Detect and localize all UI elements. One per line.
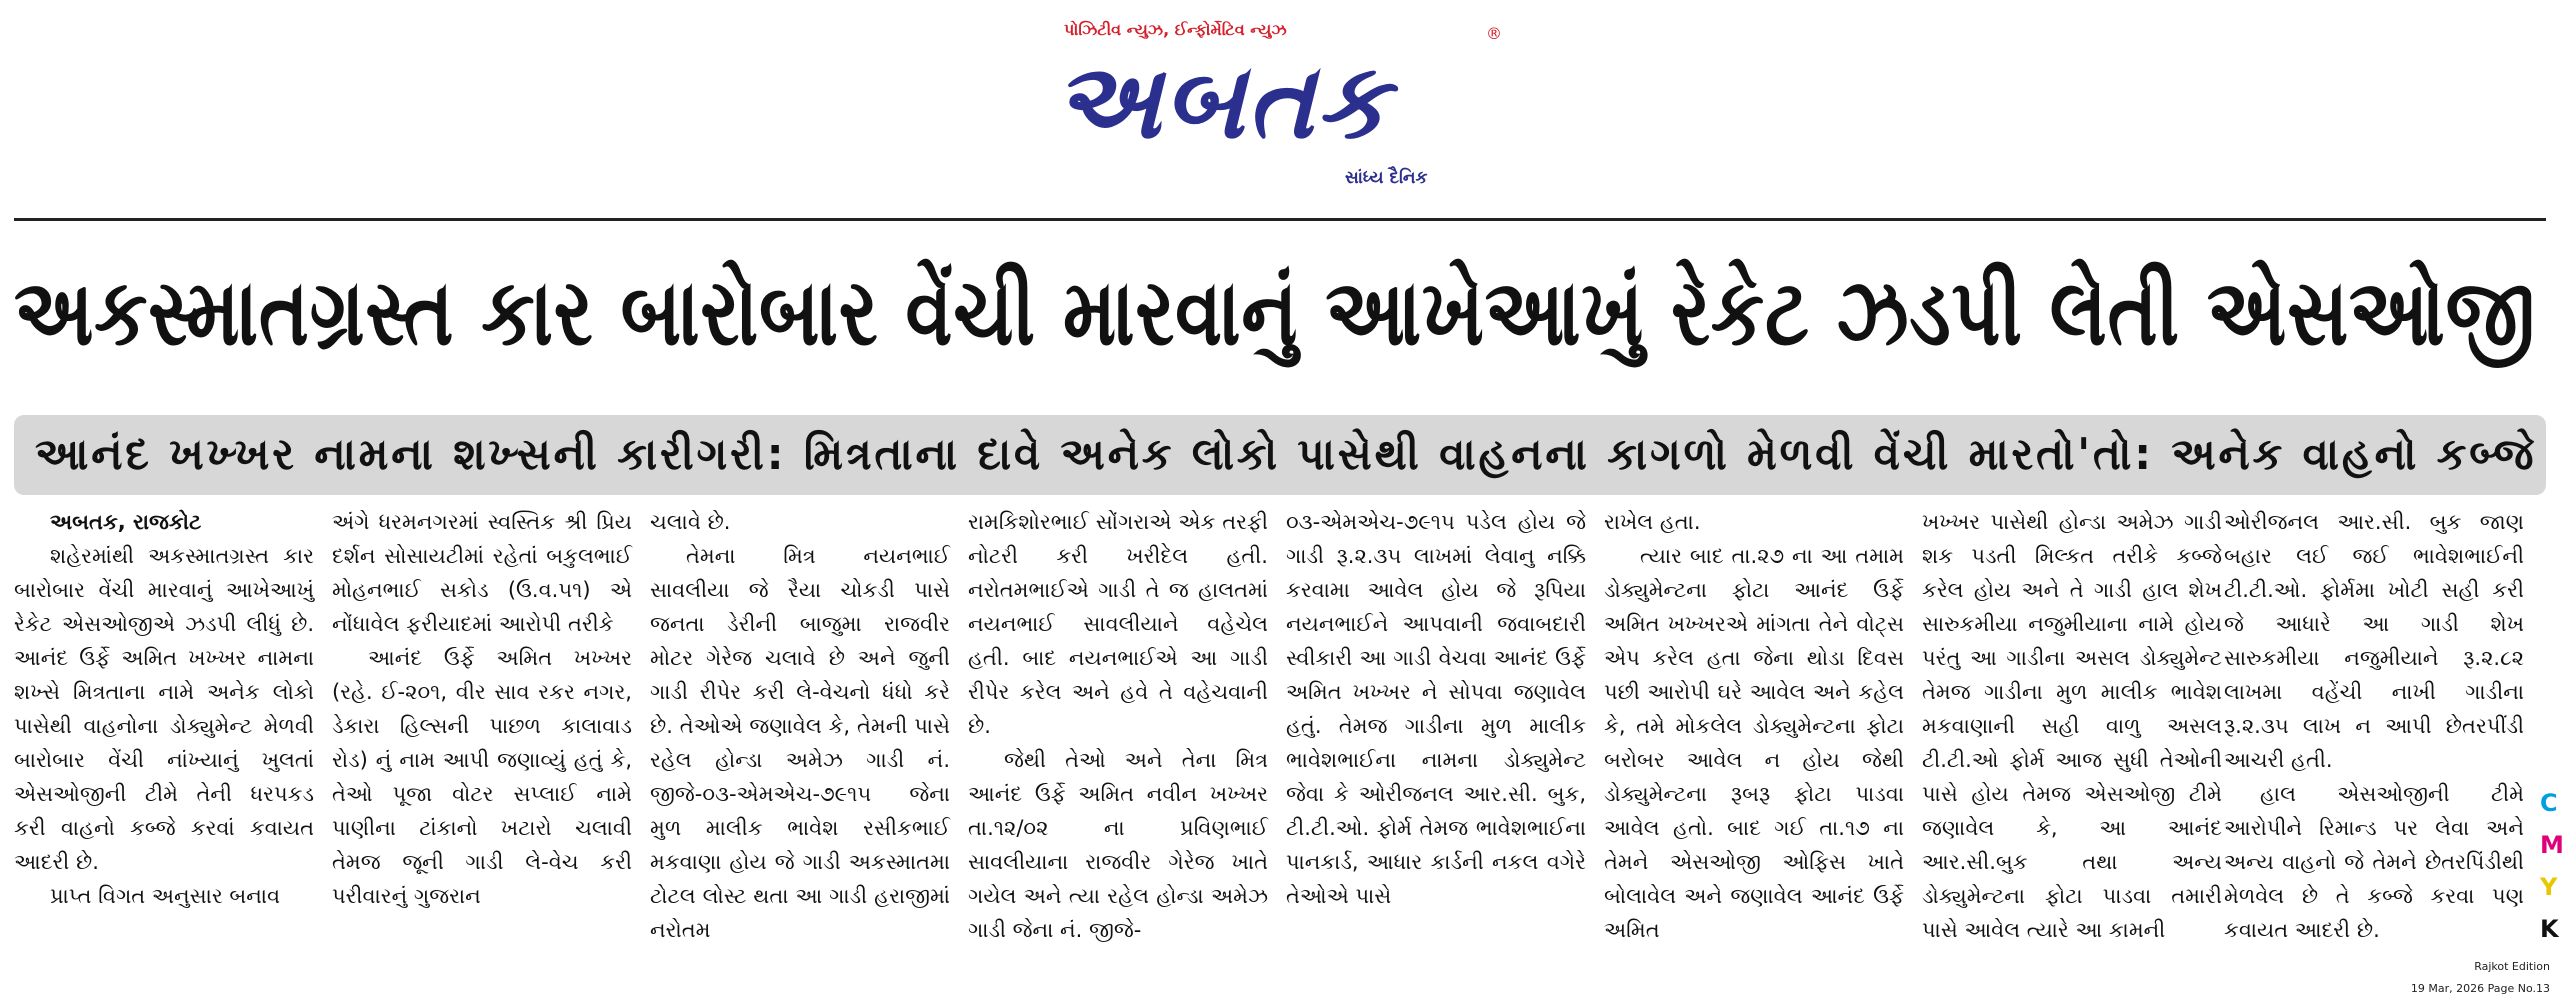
- registration-mark-y: Y: [2540, 873, 2558, 901]
- paragraph: જેથી તેઓ અને તેના મિત્ર આનંદ ઉર્ફે અમિત નવીન ખખ્ખર તા.૧૨/૦૨ ના પ્રવિણભાઈ સાવલીયાના રાજવીર ગેરેજ ખાતે ગયેલ અને ત્યા રહેલ હોન્ડા અમેઝ ગાડી જેના નં. જીજે-: [968, 748, 1268, 942]
- registration-mark-m: M: [2540, 831, 2564, 859]
- article-column-4: [968, 505, 1268, 953]
- subheadline: આનંદ ખખ્ખર નામના શખ્સની કારીગરી: મિત્રતાના દાવે અનેક લોકો પાસેથી વાહનના કાગળો મેળવી વેંચી મારતો'તો: અનેક વાહનો કબ્જે: [34, 429, 2537, 480]
- registration-mark-k: K: [2540, 915, 2559, 943]
- paragraph: રાખેલ હતા.: [1604, 510, 1701, 534]
- paragraph: તેમના મિત્ર નયનભાઈ સાવલીયા જે રૈયા ચોકડી પાસે જનતા ડેરીની બાજુમા રાજવીર મોટર ગેરેજ ચલાવે છે અને જુની ગાડી રીપેર કરી લે-વેચનો ધંધો કરે છે. તેઓએ જણાવેલ કે, તેમની પાસે રહેલ હોન્ડા અમેઝ ગાડી નં. જીજે-૦૩-એમએચ-૭૯૧૫ જેના મુળ માલીક ભાવેશ રસીકભાઈ મકવાણા હોય જે ગાડી અકસ્માતમા ટોટલ લોસ્ટ થતા આ ગાડી હરાજીમાં નરોતમ: [650, 544, 950, 942]
- paragraph: રામકિશોરભાઈ સોંગરાએ એક તરફી નોટરી કરી ખરીદેલ હતી. નરોતમભાઈએ ગાડી તે જ હાલતમાં નયનભાઈ સાવલીયાને વહેચેલ હતી. બાદ નયનભાઈએ આ ગાડી રીપેર કરેલ અને હવે તે વહેચવાની છે.: [968, 510, 1268, 738]
- paragraph: ઓરીજનલ આર.સી. બુક જાણ બહાર લઈ જઈ ભાવેશભાઈની ટી.ટી.ઓ. ફોર્મમા ખોટી સહી કરી જે આધારે આ ગાડી શેખ સારુકમીયા નજુમીયાને રૂ.૨.૮૨ લાખમા વહેંચી નાખી ગાડીના રૂ.૨.૩૫ લાખ ન આપી છેતરપીંડી આચરી હતી.: [2224, 510, 2524, 772]
- print-registration-marks: [2540, 782, 2564, 950]
- article-column-7: [1922, 505, 2222, 953]
- edition-label: Rajkot Edition: [2474, 960, 2550, 973]
- article-column-1: [14, 505, 314, 953]
- headline-block: [14, 238, 2546, 388]
- paragraph: આનંદ ઉર્ફે અમિત ખખ્ખર (રહે. ઈ-૨૦૧, વીર સાવ રકર નગર, ડેકારા હિલ્સની પાછળ કાલાવાડ રોડ) નું નામ આપી જણાવ્યું હતું કે, તેઓ પૂજા વોટર સપ્લાઈ નામે પાણીના ટાંકાનો ખટારો ચલાવી તેમજ જૂની ગાડી લે-વેચ કરી પરીવારનું ગુજરાન: [332, 646, 632, 908]
- article-column-6: [1604, 505, 1904, 953]
- paragraph: ખખ્ખર પાસેથી હોન્ડા અમેઝ ગાડી શક પડતી મિલ્કત તરીકે કબ્જે કરેલ હોય અને તે ગાડી હાલ શેખ સારુકમીયા નજુમીયાના નામે હોય પરંતુ આ ગાડીના અસલ ડોક્યુમેન્ટ તેમજ ગાડીના મુળ માલીક ભાવેશ મકવાણાની સહી વાળુ અસલ ટી.ટી.ઓ ફોર્મ આજ સુધી તેઓની પાસે હોય તેમજ એસઓજી ટીમે જણાવેલ કે, આ આનંદ આર.સી.બુક તથા અન્ય ડોક્યુમેન્ટના ફોટા પાડવા તમારી પાસે આવેલ ત્યારે આ કામની: [1922, 510, 2222, 942]
- headline: અકસ્માતગ્રસ્ત કાર બારોબાર વેંચી મારવાનું આખેઆખું રેકેટ ઝડપી લેતી એસઓજી: [14, 259, 2536, 366]
- paragraph: ચલાવે છે.: [650, 510, 731, 534]
- paragraph: અંગે ધરમનગરમાં સ્વસ્તિક શ્રી પ્રિય દર્શન સોસાયટીમાં રહેતાં બકુલભાઈ મોહનભાઈ સકોડ (ઉ.વ.૫૧) એ નોંધાવેલ ફરીયાદમાં આરોપી તરીકે: [332, 510, 632, 636]
- paragraph: પ્રાપ્ત વિગત અનુસાર બનાવ: [50, 884, 281, 908]
- article-column-2: [332, 505, 632, 953]
- page-info: 19 Mar, 2026 Page No.13: [2410, 982, 2550, 995]
- registration-mark-c: C: [2540, 789, 2558, 817]
- article-column-3: [650, 505, 950, 953]
- masthead-subtitle: સાંધ્ય દૈનિક: [1345, 168, 1428, 188]
- subheadline-band: [14, 415, 2546, 495]
- article-body: [14, 505, 2536, 955]
- paragraph: શહેરમાંથી અકસ્માતગ્રસ્ત કાર બારોબાર વેંચી મારવાનું આખેઆખું રેકેટ એસઓજીએ ઝડપી લીધું છે. આનંદ ઉર્ફે અમિત ખખ્ખર નામના શખ્સે મિત્રતાના નામે અનેક લોકો પાસેથી વાહનોના ડોક્યુમેન્ટ મેળવી બારોબાર વેંચી નાંખ્યાનું ખુલતાં એસઓજીની ટીમે તેની ધરપકડ કરી વાહનો કબ્જે કરવાં કવાયત આદરી છે.: [14, 544, 314, 874]
- paragraph: ત્યાર બાદ તા.૨૭ ના આ તમામ ડોક્યુમેન્ટના ફોટા આનંદ ઉર્ફે અમિત ખખ્ખરએ માંગતા તેને વોટ્સ એપ કરેલ હતા જેના થોડા દિવસ પછી આરોપી ઘરે આવેલ અને કહેલ કે, તમે મોકલેલ ડોક્યુમેન્ટના ફોટા બરોબર આવેલ ન હોય જેથી ડોક્યુમેન્ટના રૂબરૂ ફોટા પાડવા આવેલ હતો. બાદ ગઈ તા.૧૭ ના તેમને એસઓજી ઓફિસ ખાતે બોલાવેલ અને જણાવેલ આનંદ ઉર્ફે અમિત: [1604, 544, 1904, 942]
- newspaper-logo: [1054, 40, 1494, 166]
- masthead-tagline: પોઝિટીવ ન્યુઝ, ઈન્ફોર્મેટિવ ન્યુઝ: [1064, 20, 1287, 39]
- masthead: [1040, 14, 1520, 204]
- paragraph: હાલ એસઓજીની ટીમે આરોપીને રિમાન્ડ પર લેવા અને અન્ય વાહનો જે તેમને છેતરપિંડીથી મેળવેલ છે તે કબ્જે કરવા પણ કવાયત આદરી છે.: [2224, 782, 2524, 942]
- paragraph: ૦૩-એમએચ-૭૯૧૫ પડેલ હોય જે ગાડી રૂ.૨.૩૫ લાખમાં લેવાનુ નક્કિ કરવામા આવેલ હોય જે રૂપિયા નયનભાઈને આપવાની જવાબદારી સ્વીકારી આ ગાડી વેચવા આનંદ ઉર્ફે અમિત ખખ્ખર ને સોપવા જણાવેલ હતું. તેમજ ગાડીના મુળ માલીક ભાવેશભાઈના નામના ડોક્યુમેન્ટ જેવા કે ઓરીજનલ આર.સી. બુક, ટી.ટી.ઓ. ફોર્મ તેમજ ભાવેશભાઈના પાનકાર્ડ, આધાર કાર્ડની નકલ વગેરે તેઓએ પાસે: [1286, 510, 1586, 908]
- article-column-5: [1286, 505, 1586, 953]
- article-column-8: [2224, 505, 2524, 953]
- logo-wordmark: અબતક: [1054, 40, 1390, 162]
- registered-mark: ®: [1486, 24, 1502, 43]
- byline: અબતક, રાજકોટ: [50, 510, 202, 534]
- masthead-divider: [14, 218, 2546, 221]
